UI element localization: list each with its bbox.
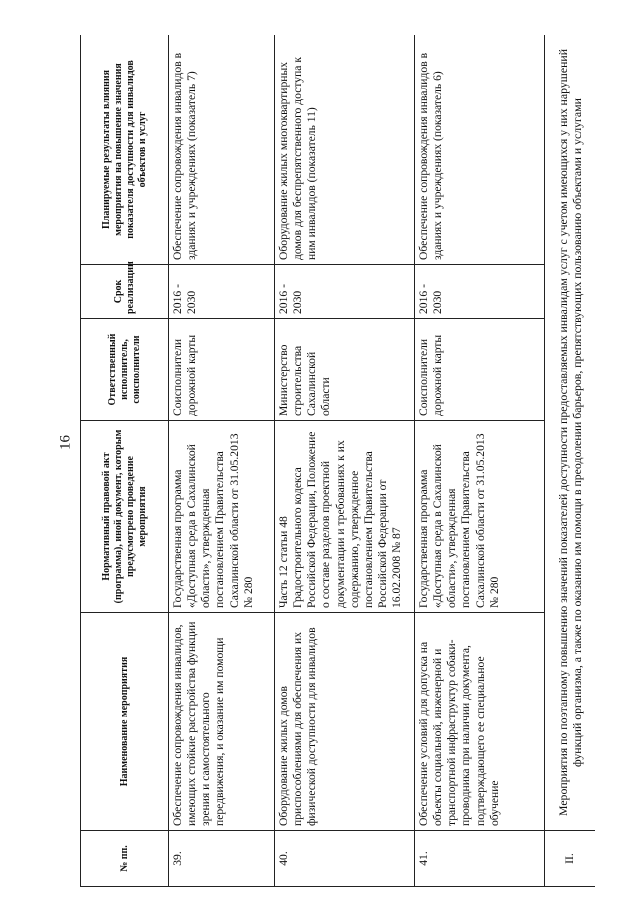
header-term: Срок реализации [81, 265, 169, 319]
section-row [545, 35, 596, 887]
row-num: 41. [415, 831, 545, 887]
section-title: Мероприятия по поэтапному повышению значений показателей доступности предоставляемых инвалидам услуг с учетом имеющихся у них нарушений функций организма, а также по оказанию им помощи в преодолении барьеров, препятствующих пользованию объектами и услугами [545, 35, 596, 831]
row-act: Государственная программа «Доступная среда в Сахалинской области», утвержденная постановлением Правительства Сахалинской области от 31.05.2013 № 280 [169, 421, 275, 613]
row-act: Государственная программа «Доступная среда в Сахалинской области», утвержденная постановлением Правительства Сахалинской области от 31.05.2013 № 280 [415, 421, 545, 613]
header-executor: Ответственный исполнитель, соисполнители [81, 319, 169, 421]
row-result: Обеспечение сопровождения инвалидов в зданиях и учреждениях (показатель 7) [169, 35, 275, 265]
measures-table [80, 35, 595, 887]
row-num: 39. [169, 831, 275, 887]
section-num: II. [545, 831, 596, 887]
row-name: Обеспечение условий для допуска на объекты социальной, инженерной и транспортной инфраструктур собаки-проводника при наличии документа, подтверждающего ее специальное обучение [415, 613, 545, 831]
row-term: 2016 - 2030 [415, 265, 545, 319]
document-page [80, 35, 595, 887]
table-row [415, 35, 545, 887]
row-executor: Министерство строительства Сахалинской области [275, 319, 415, 421]
header-act: Нормативный правовой акт (программа), иной документ, которым предусмотрено проведение мероприятия [81, 421, 169, 613]
table-header-row [81, 35, 169, 887]
row-term: 2016 - 2030 [275, 265, 415, 319]
row-result: Обеспечение сопровождения инвалидов в зданиях и учреждениях (показатель 6) [415, 35, 545, 265]
row-term: 2016 - 2030 [169, 265, 275, 319]
table-row [275, 35, 415, 887]
row-executor: Соисполнители дорожной карты [415, 319, 545, 421]
row-executor: Соисполнители дорожной карты [169, 319, 275, 421]
rotated-table-canvas [80, 35, 595, 887]
header-num: № пп. [81, 831, 169, 887]
table-row [169, 35, 275, 887]
page-number: 16 [57, 435, 74, 450]
row-name: Обеспечение сопровождения инвалидов, имеющих стойкие расстройства функции зрения и самостоятельного передвижения, и оказание им помощи [169, 613, 275, 831]
header-name: Наименование мероприятия [81, 613, 169, 831]
header-result: Планируемые результаты влияния мероприятия на повышение значения показателя доступности для инвалидов объектов и услуг [81, 35, 169, 265]
row-name: Оборудование жилых домов приспособлениями для обеспечения их физической доступности для инвалидов [275, 613, 415, 831]
row-act: Часть 12 статьи 48 Градостроительного кодекса Российской Федерации, Положение о составе разделов проектной документации и требованиях к их содержанию, утвержденное постановлением Правительства Российской Федерации от 16.02.2008 № 87 [275, 421, 415, 613]
row-result: Оборудование жилых многоквартирных домов для беспрепятственного доступа к ним инвалидов (показатель 11) [275, 35, 415, 265]
row-num: 40. [275, 831, 415, 887]
